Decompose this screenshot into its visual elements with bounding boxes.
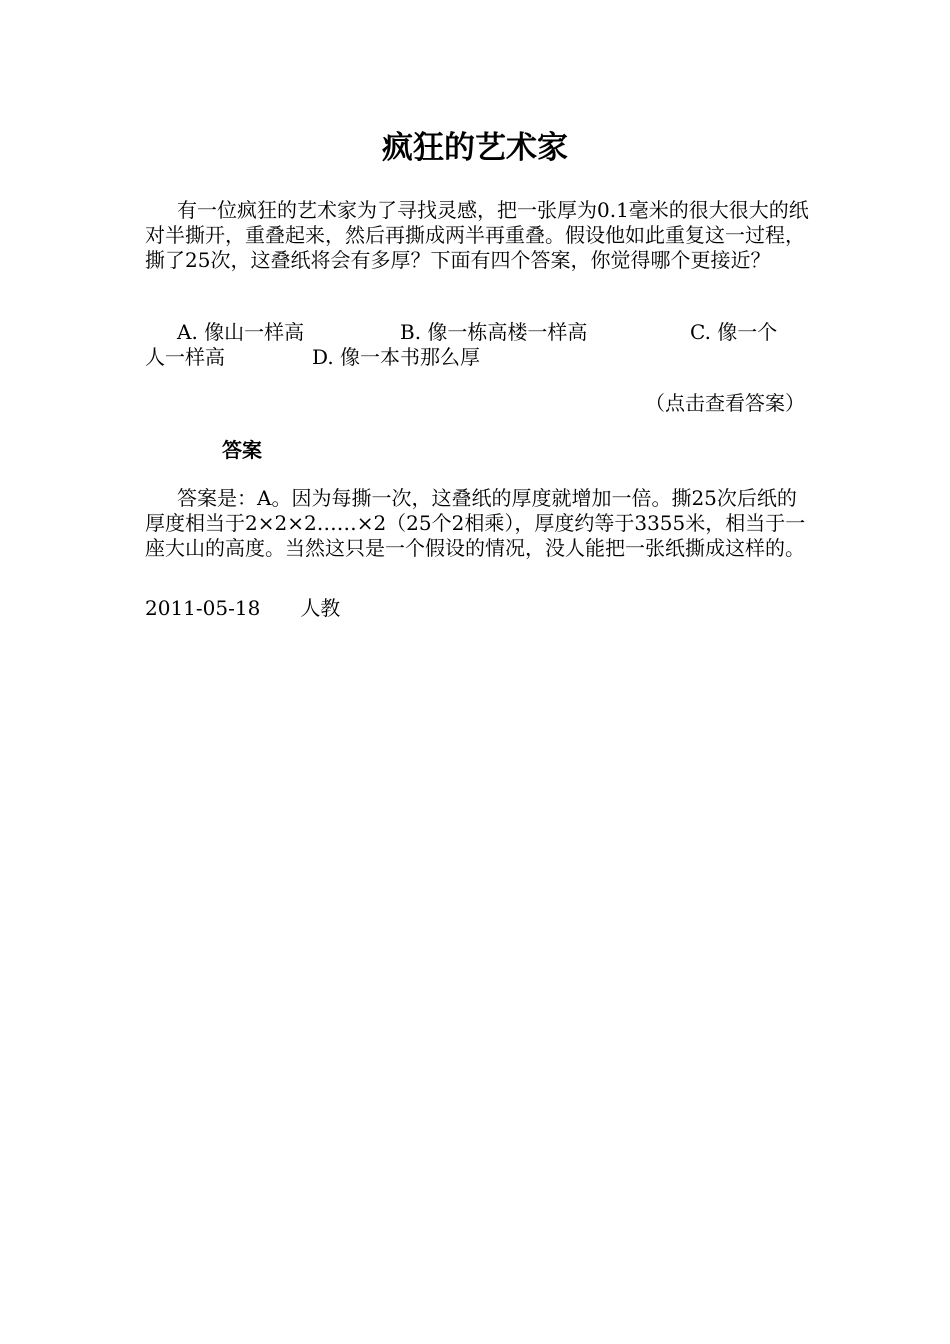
- page-title: 疯狂的艺术家: [382, 130, 568, 166]
- publish-date: 2011-05-18: [145, 596, 261, 620]
- answer-paragraph: 答案是：A。因为每撕一次，这叠纸的厚度就增加一倍。撕25次后纸的厚度相当于2×2×2……×2（25个2相乘），厚度约等于3355米，相当于一座大山的高度。当然这只是一个假设的情况，没人能把一张纸撕成这样的。: [145, 486, 806, 560]
- publisher: 人教: [300, 596, 341, 620]
- option-d: D. 像一本书那么厚: [312, 345, 481, 369]
- option-c: C. 像一个: [690, 320, 778, 344]
- options-line-2: [145, 345, 815, 370]
- answer-heading: 答案: [222, 438, 262, 462]
- options-line-1: [145, 320, 815, 345]
- option-c-continued: 人一样高: [145, 345, 225, 369]
- option-b: B. 像一栋高楼一样高: [400, 320, 588, 344]
- question-paragraph: 有一位疯狂的艺术家为了寻找灵感，把一张厚为0.1毫米的很大很大的纸对半撕开，重叠起来，然后再撕成两半再重叠。假设他如此重复这一过程，撕了25次，这叠纸将会有多厚？下面有四个答案，你觉得哪个更接近？: [145, 198, 809, 272]
- answer-options: [145, 320, 815, 370]
- show-answer-link[interactable]: （点击查看答案）: [645, 391, 805, 415]
- footer: [145, 596, 340, 621]
- option-a: A. 像山一样高: [177, 320, 305, 344]
